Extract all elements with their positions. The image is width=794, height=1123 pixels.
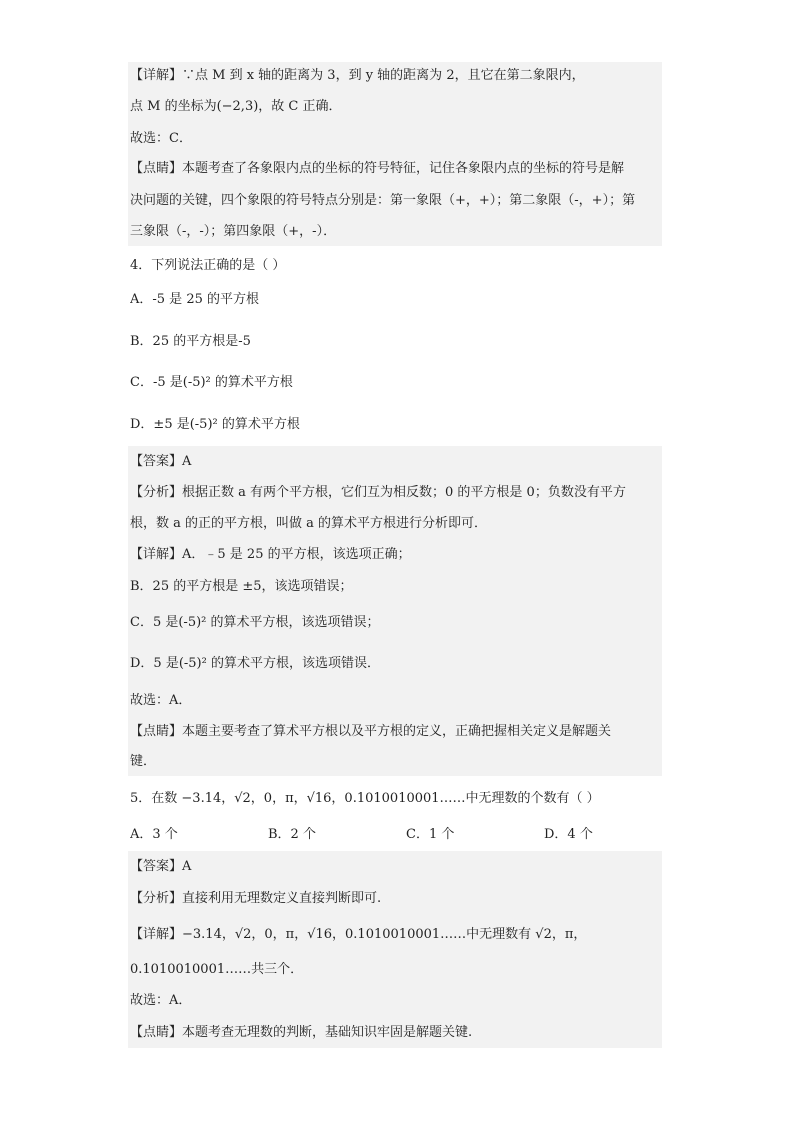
q3-choose: 故选：C．: [130, 131, 192, 146]
q5-option-b: B．2 个: [268, 827, 316, 842]
q4-analysis-line-1: 【分析】根据正数 a 有两个平方根，它们互为相反数；0 的平方根是 0；负数没有平方: [130, 485, 626, 500]
q5-option-d: D．4 个: [544, 827, 593, 842]
q5-option-a: A．3 个: [130, 827, 178, 842]
q5-detail-line-2: 0.1010010001……共三个．: [130, 962, 304, 977]
q5-answer: 【答案】A: [130, 859, 192, 874]
q4-option-a: A．-5 是 25 的平方根: [130, 292, 259, 307]
q4-analysis-line-2: 根，数 a 的正的平方根，叫做 a 的算术平方根进行分析即可．: [130, 516, 488, 531]
q5-choose: 故选：A．: [130, 993, 192, 1008]
q4-detail-line-2: B．25 的平方根是 ±5，该选项错误；: [130, 579, 353, 594]
q4-option-b: B．25 的平方根是-5: [130, 334, 251, 349]
q3-comment-line-1: 【点睛】本题考查了各象限内点的坐标的符号特征，记住各象限内点的坐标的符号是解: [130, 161, 625, 176]
q4-option-d: D．±5 是(-5)² 的算术平方根: [130, 417, 300, 432]
q3-comment-line-2: 决问题的关键，四个象限的符号特点分别是：第一象限（+，+）；第二象限（-，+）；第: [130, 193, 636, 208]
q5-analysis: 【分析】直接利用无理数定义直接判断即可.: [130, 891, 382, 906]
q4-answer: 【答案】A: [130, 454, 192, 469]
solution-panel-q3: [128, 62, 662, 246]
q4-option-c: C．-5 是(-5)² 的算术平方根: [130, 375, 293, 390]
q4-detail-line-4: D．5 是(-5)² 的算术平方根，该选项错误．: [130, 656, 380, 671]
q3-detail-line-1: 【详解】∵点 M 到 x 轴的距离为 3，到 y 轴的距离为 2，且它在第二象限内，: [130, 68, 585, 83]
q4-stem: 4．下列说法正确的是（ ）: [130, 258, 286, 273]
q4-comment-line-1: 【点睛】本题主要考查了算术平方根以及平方根的定义，正确把握相关定义是解题关: [130, 724, 612, 739]
solution-panel-q5: [128, 851, 662, 1048]
q3-detail-line-2: 点 M 的坐标为(−2,3)，故 C 正确．: [130, 99, 342, 114]
q4-detail-line-1: 【详解】A．﹣5 是 25 的平方根，该选项正确；: [130, 547, 411, 562]
q4-choose: 故选：A．: [130, 693, 192, 708]
q5-stem: 5．在数 −3.14，√2，0，π，√16，0.1010010001……中无理数的个数有（ ）: [130, 791, 600, 806]
q5-detail-line-1: 【详解】−3.14，√2，0，π，√16，0.1010010001……中无理数有 √2，π，: [130, 927, 587, 942]
q5-comment: 【点睛】本题考查无理数的判断，基础知识牢固是解题关键.: [130, 1025, 473, 1040]
q4-comment-line-2: 键．: [130, 754, 157, 769]
q5-options: [130, 825, 662, 845]
q3-comment-line-3: 三象限（-，-）；第四象限（+，-）．: [130, 224, 337, 239]
q4-detail-line-3: C．5 是(-5)² 的算术平方根，该选项错误；: [130, 615, 380, 630]
q5-option-c: C．1 个: [406, 827, 455, 842]
